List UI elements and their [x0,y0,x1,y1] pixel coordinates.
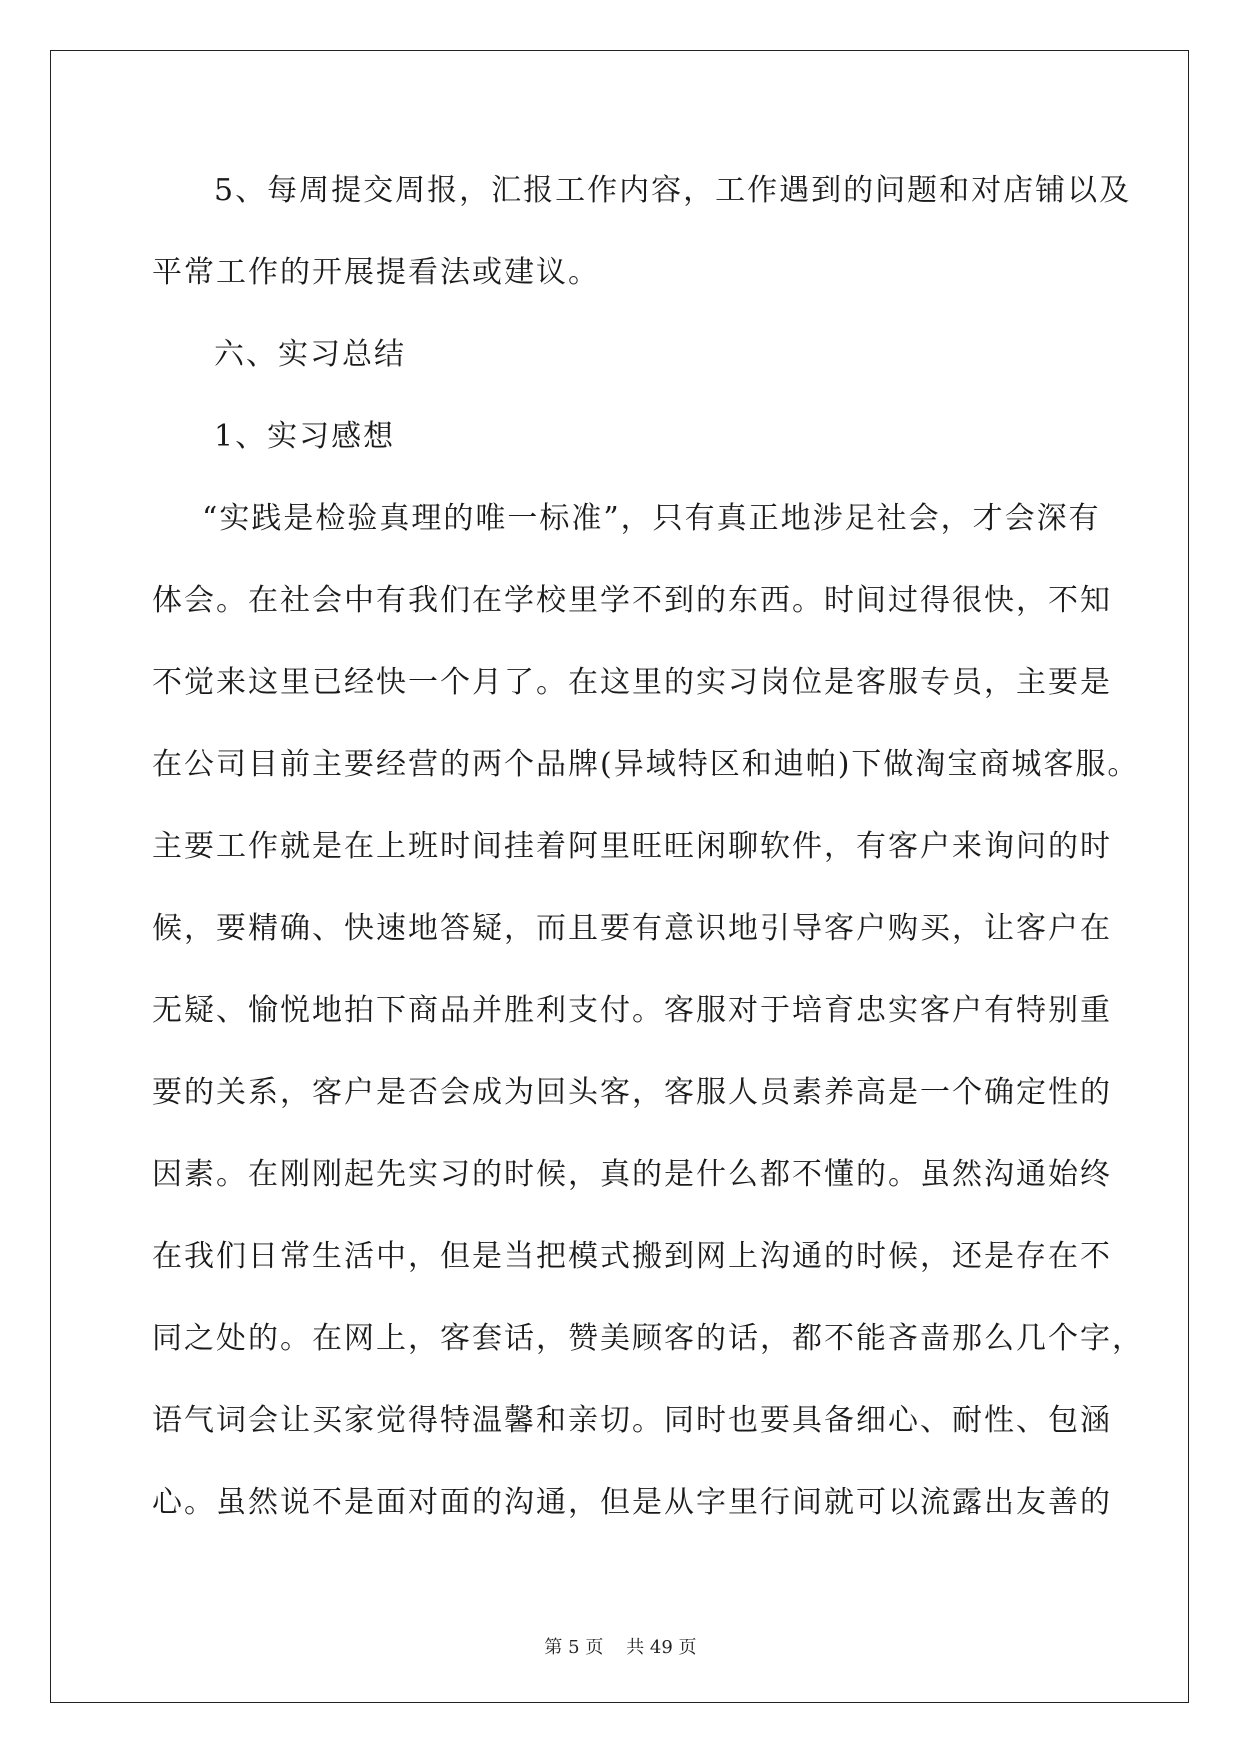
text-line: 候，要精确、快速地答疑，而且要有意识地引导客户购买，让客户在 [152,911,1112,946]
text-line: “实践是检验真理的唯一标准”，只有真正地涉足社会，才会深有 [202,501,1101,536]
text-line: 5、每周提交周报，汇报工作内容，工作遇到的问题和对店铺以及 [214,173,1132,208]
text-line: 心。虽然说不是面对面的沟通，但是从字里行间就可以流露出友善的 [152,1485,1112,1520]
text-line: 体会。在社会中有我们在学校里学不到的东西。时间过得很快，不知 [152,583,1112,618]
section-heading: 六、实习总结 [214,337,406,372]
text-line: 不觉来这里已经快一个月了。在这里的实习岗位是客服专员，主要是 [152,665,1112,700]
text-line: 在公司目前主要经营的两个品牌(异域特区和迪帕)下做淘宝商城客服。 [152,747,1140,782]
text-line: 在我们日常生活中，但是当把模式搬到网上沟通的时候，还是存在不 [152,1239,1112,1274]
text-line: 因素。在刚刚起先实习的时候，真的是什么都不懂的。虽然沟通始终 [152,1157,1112,1192]
text-line: 要的关系，客户是否会成为回头客，客服人员素养高是一个确定性的 [152,1075,1112,1110]
page-number-footer: 第 5 页 共 49 页 [544,1637,697,1658]
subsection-heading: 1、实习感想 [214,419,396,454]
document-body [152,150,1144,1544]
text-line: 主要工作就是在上班时间挂着阿里旺旺闲聊软件，有客户来询问的时 [152,829,1112,864]
text-line: 同之处的。在网上，客套话，赞美顾客的话，都不能吝啬那么几个字， [152,1321,1144,1356]
text-line: 无疑、愉悦地拍下商品并胜利支付。客服对于培育忠实客户有特别重 [152,993,1112,1028]
text-line: 语气词会让买家觉得特温馨和亲切。同时也要具备细心、耐性、包涵 [152,1403,1112,1438]
text-line: 平常工作的开展提看法或建议。 [152,255,600,290]
